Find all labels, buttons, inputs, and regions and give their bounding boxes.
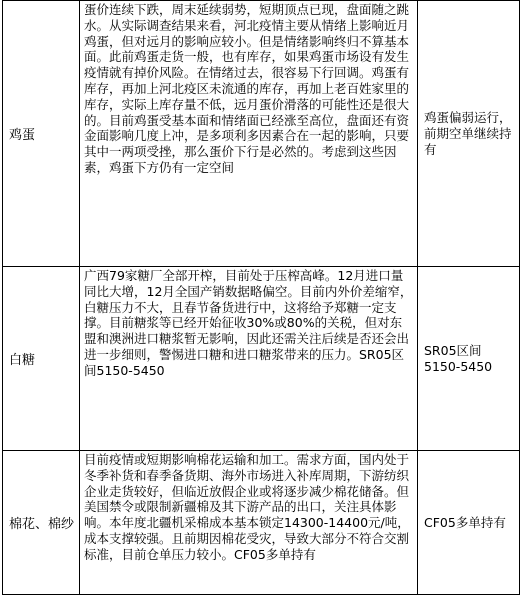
category-cell: 白糖 xyxy=(3,267,80,451)
view-cell: CF05多单持有 xyxy=(418,451,520,595)
view-cell: 鸡蛋偏弱运行，前期空单继续持有 xyxy=(418,1,520,267)
commodity-analysis-table xyxy=(2,0,520,595)
analysis-text: 广西79家糖厂全部开榨，目前处于压榨高峰。12月进口量同比大增，12月全国产销数据略偏空。目前内外价差缩窄，白糖压力不大，且春节备货进行中，这将给予郑糖一定支撑。目前糖浆等已经开始征收30%或80%的关税，但对东盟和澳洲进口糖浆暂无影响，因此还需关注后续是否还会出进一步细则，警惕进口糖和进口糖浆带来的压力。SR05区间5150-5450 xyxy=(84,268,413,378)
table-row xyxy=(3,267,520,451)
category-cell: 棉花、棉纱 xyxy=(3,451,80,595)
category-cell: 鸡蛋 xyxy=(3,1,80,267)
analysis-cell xyxy=(80,451,418,595)
analysis-cell xyxy=(80,267,418,451)
analysis-text: 蛋价连续下跌，周末延续弱势，短期顶点已现，盘面随之跳水。从实际调查结果来看，河北疫情主要从情绪上影响近月鸡蛋，但对远月的影响应较小。但是情绪影响终归不算基本面。此前鸡蛋走货一般，也有库存，如果鸡蛋市场设有发生疫情就有掉价风险。在情绪过去，很容易下行回调。鸡蛋有库存，再加上河北疫区未流通的库存，再加上老百姓家里的库存，实际上库存量不低，远月蛋价滑落的可能性还是很大的。目前鸡蛋受基本面和情绪面已经涨至高位，盘面还有资金面影响几度上冲，是多项利多因素合在一起的影响，只要其中一两项受挫，那么蛋价下行是必然的。考虑到这些因素，鸡蛋下方仍有一定空间 xyxy=(84,2,410,175)
analysis-text: 目前疫情或短期影响棉花运输和加工。需求方面，国内处于冬季补货和春季备货期、海外市场进入补库周期，下游纺织企业走货较好，但临近放假企业或将逐步减少棉花储备。但美国禁令或限制新疆棉及其下游产品的出口，关注具体影响。本年度北疆机采棉成本基本锁定14300-14400元/吨，成本支撑较强。且前期因棉花受灾，导致大部分不符合交割标准，目前仓单压力较小。CF05多单持有 xyxy=(84,452,410,562)
analysis-cell xyxy=(80,1,418,267)
table-row xyxy=(3,451,520,595)
view-cell: SR05区间5150-5450 xyxy=(418,267,520,451)
table-row xyxy=(3,1,520,267)
